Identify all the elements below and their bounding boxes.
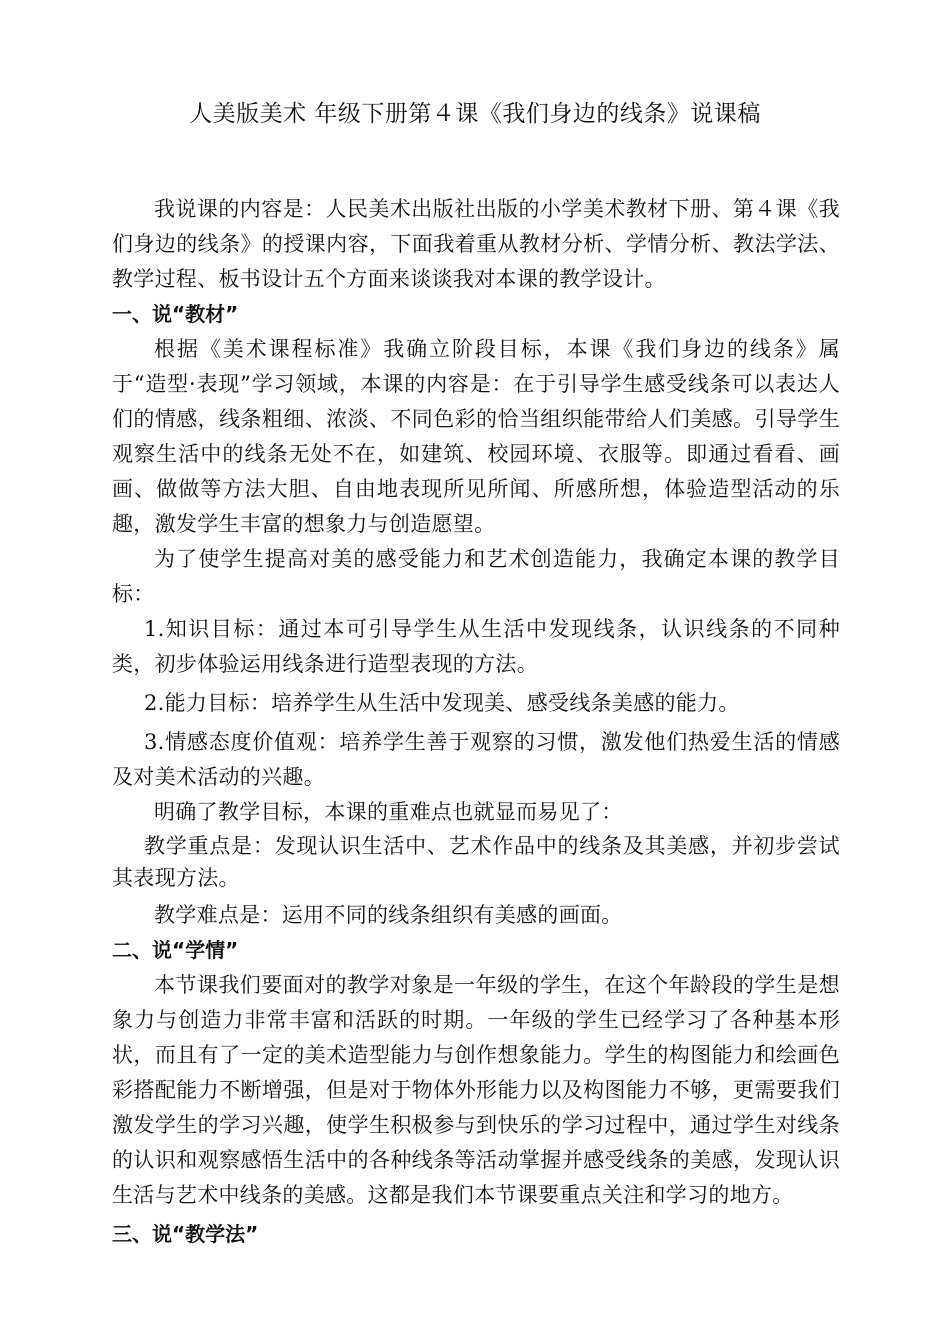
section-heading-students: 二、说“学情”	[112, 938, 239, 962]
section-heading-textbook: 一、说“教材”	[112, 302, 239, 326]
goal-ability: 2.能力目标：培养学生从生活中发现美、感受线条美感的能力。	[144, 691, 740, 715]
document-body	[112, 192, 840, 1252]
intro-paragraph: 我说课的内容是：人民美术出版社出版的小学美术教材下册、第４课《我们身边的线条》的授课内容，下面我着重从教材分析、学情分析、教法学法、教学过程、板书设计五个方面来谈谈我对本课的教学设计。	[112, 197, 840, 291]
document-title: 人美版美术 年级下册第４课《我们身边的线条》说课稿	[189, 101, 761, 127]
section-heading-methods: 三、说“教学法”	[112, 1222, 259, 1246]
difficulty-paragraph: 教学难点是：运用不同的线条组织有美感的画面。	[154, 903, 623, 927]
key-point-paragraph: 教学重点是：发现认识生活中、艺术作品中的线条及其美感，并初步尝试其表现方法。	[112, 834, 840, 890]
textbook-paragraph: 根据《美术课程标准》我确立阶段目标，本课《我们身边的线条》属于“造型·表现”学习领域，本课的内容是：在于引导学生感受线条可以表达人们的情感，线条粗细、浓淡、不同色彩的恰当组织能带给人们美感。引导学生观察生活中的线条无处不在，如建筑、校园环境、衣服等。即通过看看、画画、做做等方法大胆、自由地表现所见所闻、所感所想，体验造型活动的乐趣，激发学生丰富的想象力与创造愿望。	[112, 337, 840, 536]
focus-intro-paragraph: 明确了教学目标，本课的重难点也就显而易见了：	[154, 800, 623, 824]
students-paragraph: 本节课我们要面对的教学对象是一年级的学生，在这个年龄段的学生是想象力与创造力非常丰富和活跃的时期。一年级的学生已经学习了各种基本形状，而且有了一定的美术造型能力与创作想象能力。学生的构图能力和绘画色彩搭配能力不断增强，但是对于物体外形能力以及构图能力不够，更需要我们激发学生的学习兴趣，使学生积极参与到快乐的学习过程中，通过学生对线条的认识和观察感悟生活中的各种线条等活动掌握并感受线条的美感，发现认识生活与艺术中线条的美感。这都是我们本节课要重点关注和学习的地方。	[112, 973, 840, 1207]
goal-knowledge: 1.知识目标：通过本可引导学生从生活中发现线条，认识线条的不同种类，初步体验运用线条进行造型表现的方法。	[112, 617, 840, 676]
goal-emotion: 3.情感态度价值观：培养学生善于观察的习惯，激发他们热爱生活的情感及对美术活动的兴趣。	[112, 730, 840, 789]
goals-intro-paragraph: 为了使学生提高对美的感受能力和艺术创造能力，我确定本课的教学目标：	[112, 547, 840, 606]
